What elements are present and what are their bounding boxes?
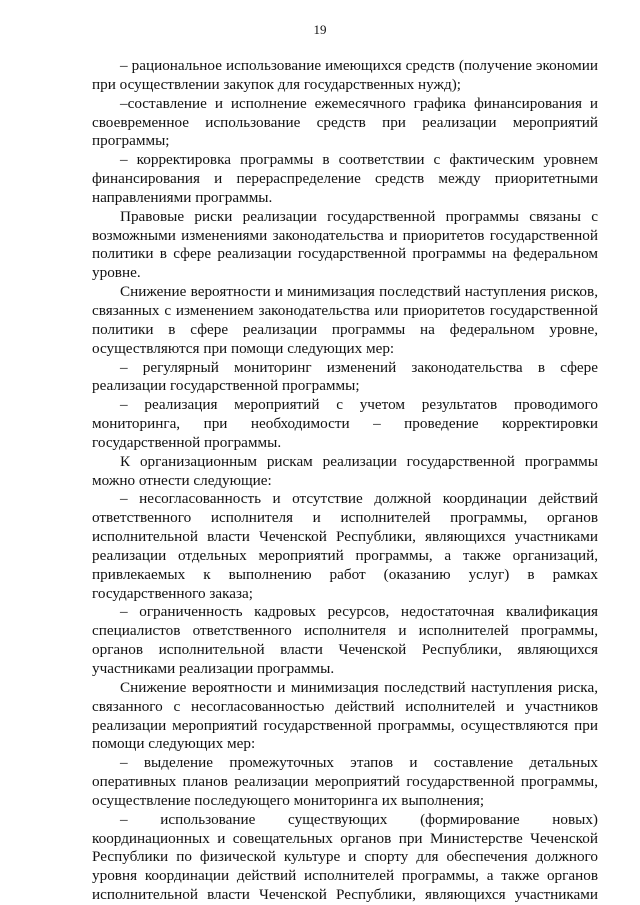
paragraph: – реализация мероприятий с учетом результатов проводимого мониторинга, при необходимости – проведение корректировки государственной программы. xyxy=(92,396,598,451)
paragraph: –составление и исполнение ежемесячного графика финансирования и своевременное использование средств при реализации мероприятий программы; xyxy=(92,94,598,150)
paragraph: – выделение промежуточных этапов и составление детальных оперативных планов реализации мероприятий государственной программы, осуществление последующего мониторинга их выполнения; xyxy=(92,754,598,809)
paragraph: – несогласованность и отсутствие должной координации действий ответственного исполнителя и исполнителей программы, органов исполнительной власти Чеченской Республики, являющихся участниками реализации отдельных мероприятий программы, а также организаций, привлекаемых к выполнению работ (оказанию услуг) в рамках государственного заказа; xyxy=(92,490,598,602)
paragraph: – ограниченность кадровых ресурсов, недостаточная квалификация специалистов ответственного исполнителя и исполнителей программы, органов исполнительной власти Чеченской Республики, являющихся участниками реализации программы. xyxy=(92,603,598,677)
paragraph: – корректировка программы в соответствии с фактическим уровнем финансирования и перераспределение средств между приоритетными направлениями программы. xyxy=(92,151,598,206)
paragraph: – регулярный мониторинг изменений законодательства в сфере реализации государственной программы; xyxy=(92,358,598,395)
document-body xyxy=(92,57,598,905)
paragraph: Снижение вероятности и минимизация последствий наступления рисков, связанных с изменением законодательства или приоритетов государственной политики в сфере реализации программы на федеральном уровне, осуществляются при помощи следующих мер: xyxy=(92,283,598,357)
paragraph: Снижение вероятности и минимизация последствий наступления риска, связанного с несогласованностью действий исполнителей и участников реализации мероприятий государственной программы, осуществляются при помощи следующих мер: xyxy=(92,678,598,753)
paragraph: Правовые риски реализации государственной программы связаны с возможными изменениями законодательства и приоритетов государственной политики в сфере реализации государственной программы на федеральном уровне. xyxy=(92,207,598,282)
page-number: 19 xyxy=(313,22,327,37)
paragraph: К организационным рискам реализации государственной программы можно отнести следующие: xyxy=(92,452,598,489)
paragraph: – использование существующих (формирование новых) координационных и совещательных органов при Министерстве Чеченской Республики по физической культуре и спорту для обеспечения должного уровня координации действий исполнителей программы, а также органов исполнительной власти Чеченской Республики, являющихся участниками xyxy=(92,810,598,904)
paragraph: – рациональное использование имеющихся средств (получение экономии при осуществлении закупок для государственных нужд); xyxy=(92,57,598,93)
